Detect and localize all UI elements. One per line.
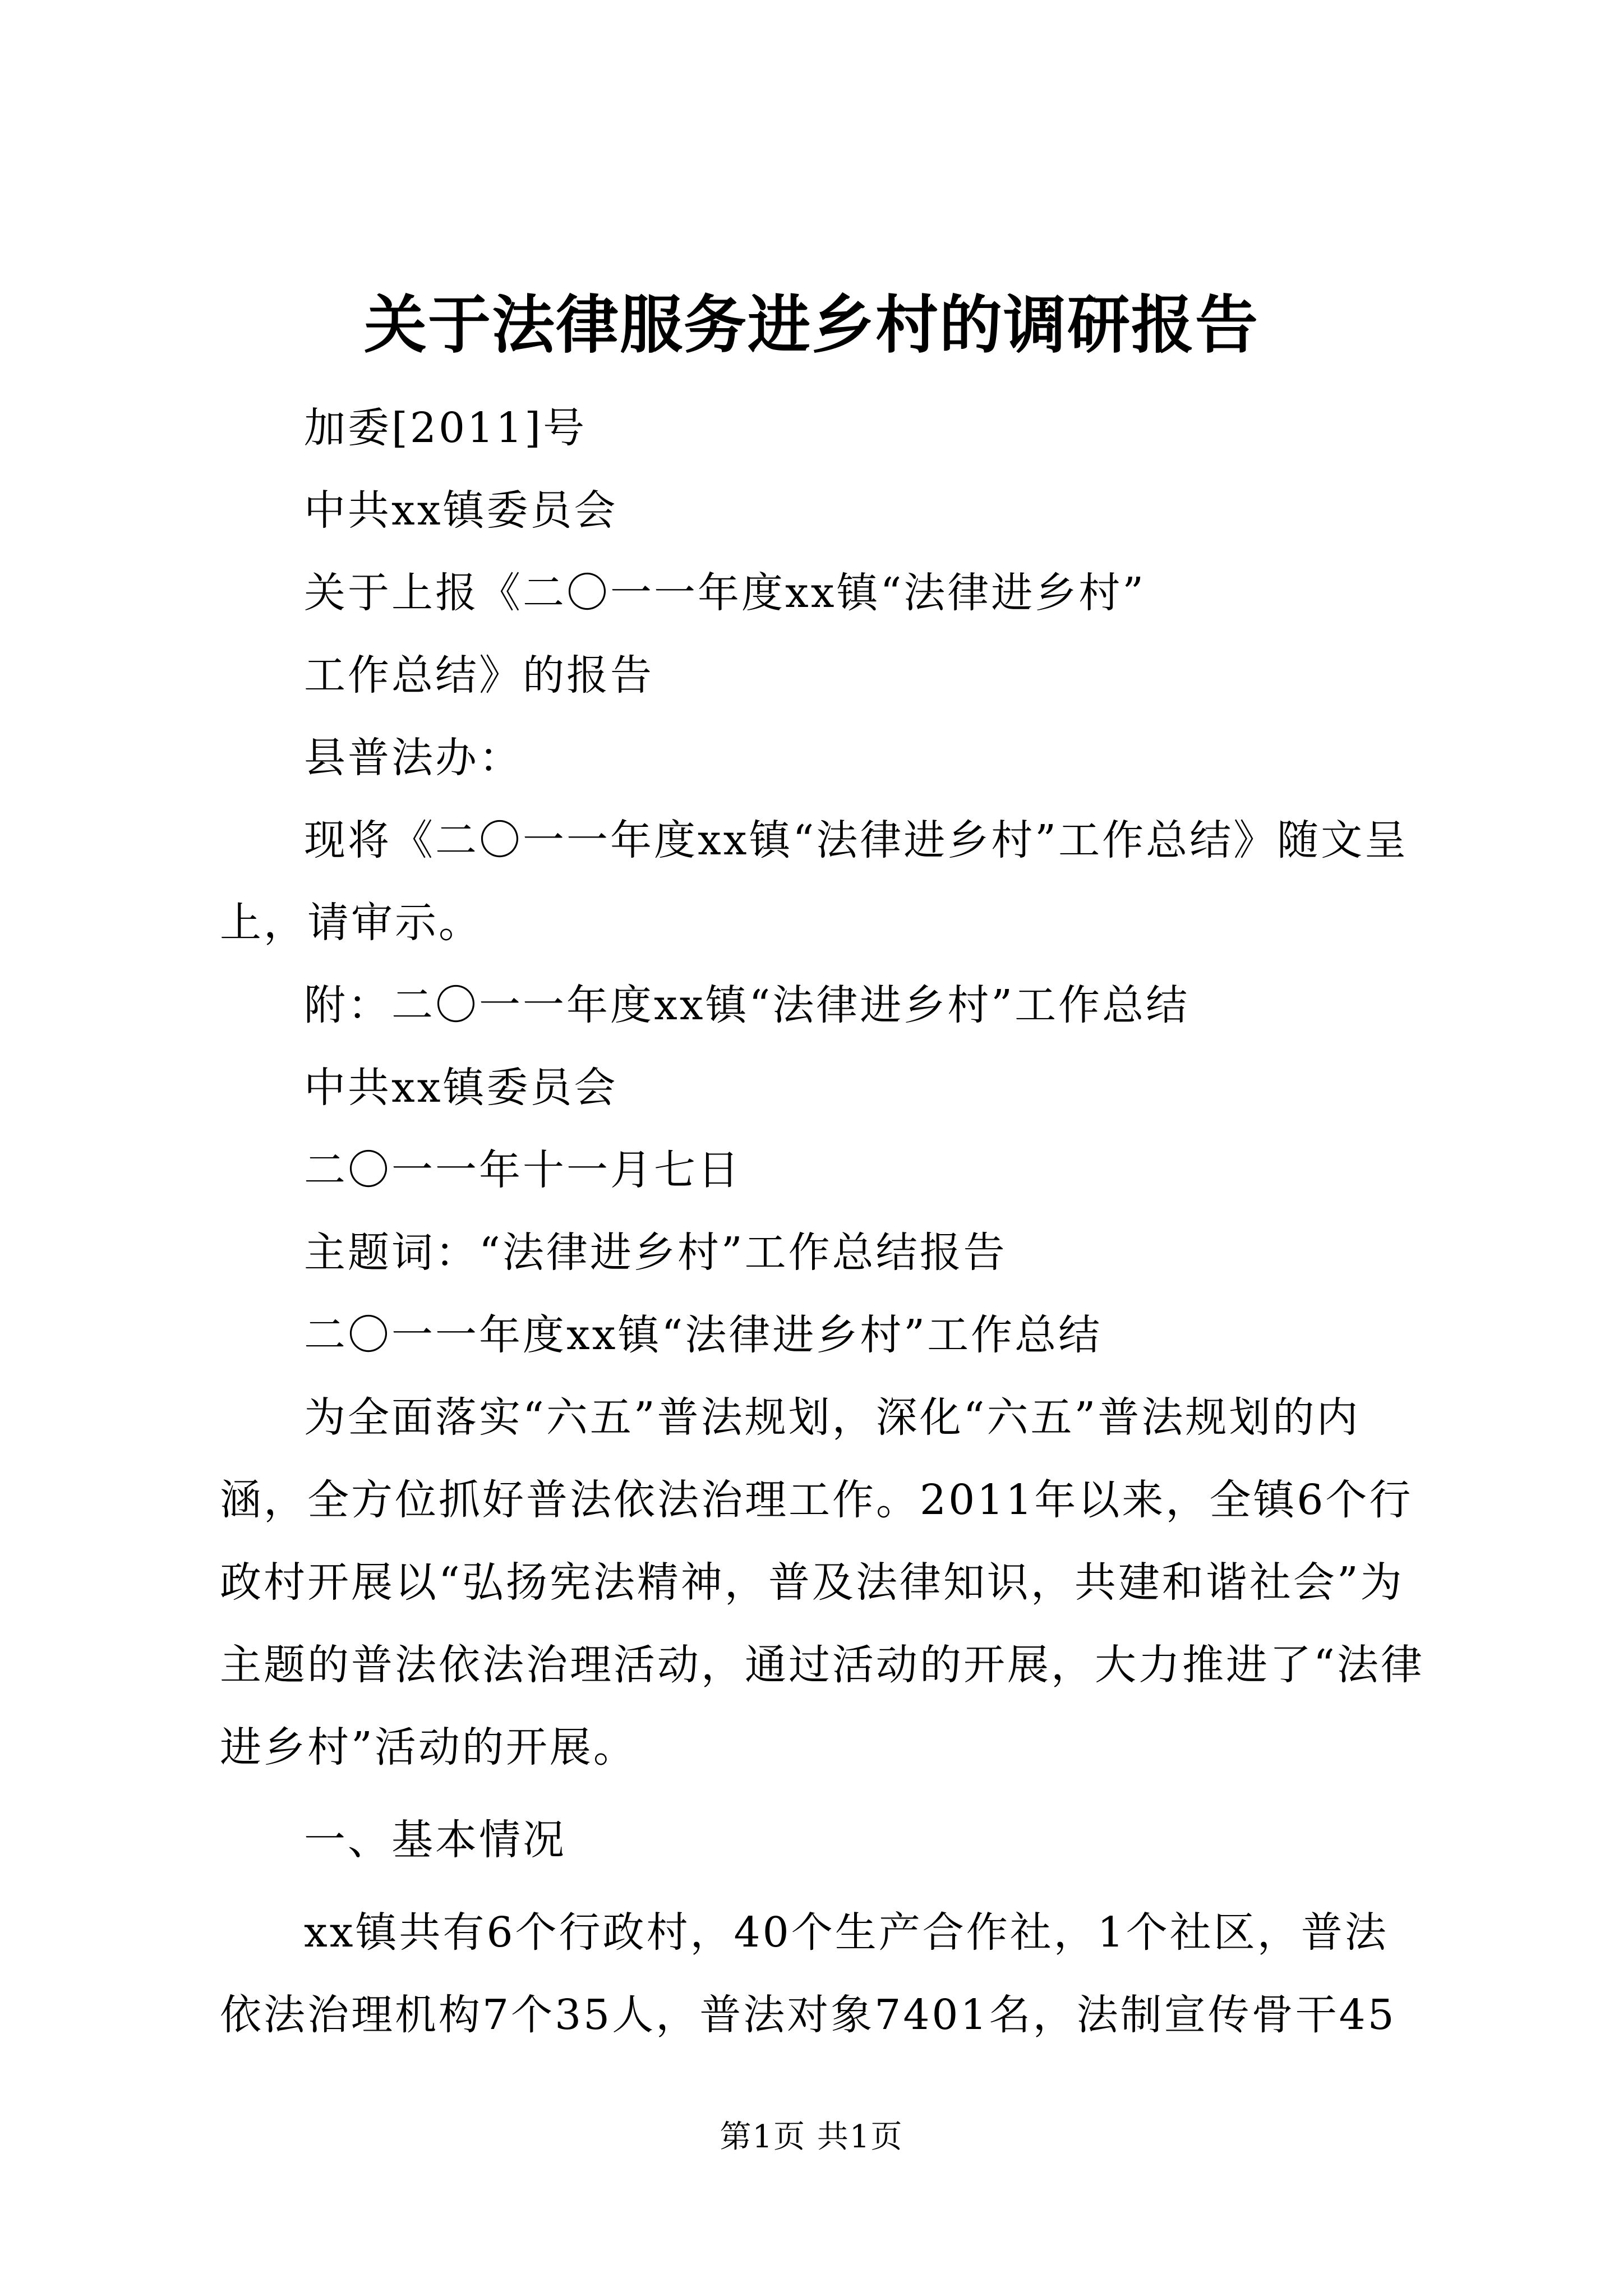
- paragraph-basic-info: xx镇共有6个行政村，40个生产合作社，1个社区，普法依法治理机构7个35人，普法对象7401名，法制宣传骨干45: [220, 1908, 1396, 2039]
- section-spacer: [220, 1789, 1431, 1799]
- document-title: 关于法律服务进乡村的调研报告: [364, 288, 1259, 362]
- issuer-line: 中共xx镇委员会: [304, 486, 618, 535]
- page-number-footer: 第1页 共1页: [720, 2119, 903, 2155]
- subject-line-1: 关于上报《二〇一一年度xx镇“法律进乡村”: [304, 569, 1146, 617]
- document-body: [220, 387, 1431, 2056]
- signature-date: 二〇一一年十一月七日: [304, 1146, 741, 1194]
- subject-line-2: 工作总结》的报告: [304, 651, 654, 700]
- document-number: 加委[2011]号: [304, 404, 587, 452]
- section-heading-basic: 一、基本情况: [304, 1816, 566, 1864]
- summary-heading: 二〇一一年度xx镇“法律进乡村”工作总结: [304, 1311, 1103, 1359]
- recipient-line: 县普法办：: [304, 734, 523, 782]
- signature-org: 中共xx镇委员会: [304, 1064, 618, 1112]
- attachment-line: 附：二〇一一年度xx镇“法律进乡村”工作总结: [304, 981, 1190, 1029]
- paragraph-intro: 为全面落实“六五”普法规划，深化“六五”普法规划的内涵，全方位抓好普法依法治理工作。2011年以来，全镇6个行政村开展以“弘扬宪法精神，普及法律知识，共建和谐社会”为主题的普法依法治理活动，通过活动的开展，大力推进了“法律进乡村”活动的开展。: [220, 1393, 1424, 1772]
- paragraph-submission: 现将《二〇一一年度xx镇“法律进乡村”工作总结》随文呈上，请审示。: [220, 816, 1409, 947]
- section-spacer: [220, 1881, 1431, 1892]
- keywords-line: 主题词：“法律进乡村”工作总结报告: [304, 1228, 1007, 1277]
